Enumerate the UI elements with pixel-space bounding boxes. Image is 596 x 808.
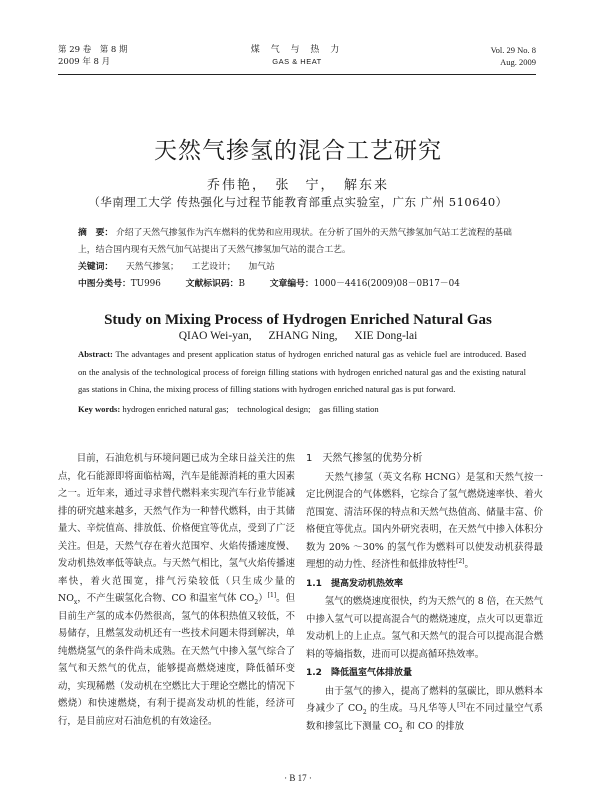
keywords-cn xyxy=(78,259,528,276)
journal-name-en: GAS & HEAT xyxy=(272,57,322,66)
subsection-1-2-text-3: 在不同过量空气系数和掺氢比下测量 CO xyxy=(306,703,543,732)
abstract-cn-label: 摘 要： xyxy=(78,228,114,238)
intro-text-2: ，不产生碳氢化合物、CO 和温室气体 CO xyxy=(77,593,255,604)
page-number: · B 17 · xyxy=(284,773,312,783)
header-rule xyxy=(58,74,536,75)
paper-title-en: Study on Mixing Process of Hydrogen Enriched Natural Gas xyxy=(104,312,492,328)
abstract-cn xyxy=(78,225,528,259)
section-1-text-end: 。 xyxy=(464,559,474,570)
author-en-3: XIE Dong-lai xyxy=(354,330,418,342)
journal-name xyxy=(58,44,536,68)
author-en-2: ZHANG Ning, xyxy=(268,330,338,342)
intro-text-3: ） xyxy=(258,593,268,604)
reference-2: [2] xyxy=(456,557,465,565)
affiliation-cn: （华南理工大学 传热强化与过程节能教育部重点实验室，广东 广州 510640） xyxy=(88,195,508,209)
authors-cn: 乔伟艳， 张 宁， 解东来 xyxy=(206,178,389,193)
subscript-2: 2 xyxy=(254,598,259,606)
subsection-1-1-paragraph: 氢气的燃烧速度很快，约为天然气的 8 倍，在天然气中掺入氢气可以提高混合气的燃烧速度，点火可以更靠近发动机上的上止点。氢气和天然气的混合可以提高混合燃料的等熵指数，进而可以提高循环热效率。 xyxy=(306,596,543,660)
keywords-en-label: Key words: xyxy=(78,403,121,414)
subsection-1-1-heading: 1.1 提高发动机热效率 xyxy=(306,578,403,589)
abstract-cn-text: 介绍了天然气掺氢作为汽车燃料的优势和应用现状。在分析了国外的天然气掺氢加气站工艺流程的基础上，结合国内现有天然气加气站提出了天然气掺氢加气站的混合工艺。 xyxy=(78,228,512,255)
subscript-2-b: 2 xyxy=(398,726,403,734)
abstract-cn-block xyxy=(78,225,528,293)
paper-title-cn: 天然气掺氢的混合工艺研究 xyxy=(154,138,442,164)
subsection-1-2-text-2: 的生成。马凡华等人 xyxy=(366,703,458,714)
classification-line xyxy=(78,276,528,293)
keywords-en-text: hydrogen enriched natural gas; technological design; gas filling station xyxy=(122,403,379,414)
volume-issue: 第 29 卷 第 8 期 xyxy=(58,45,128,55)
body-column-right xyxy=(306,450,543,735)
body-column-left xyxy=(58,450,295,730)
section-1-heading: 1 天然气掺氢的优势分析 xyxy=(306,453,423,464)
clc-number: TU996 xyxy=(130,279,161,289)
issue-date-en: Aug. 2009 xyxy=(500,57,536,67)
keyword-cn-2: 工艺设计； xyxy=(191,262,236,272)
keyword-cn-3: 加气站 xyxy=(248,262,275,272)
keywords-cn-label: 关键词： xyxy=(78,262,114,272)
abstract-en xyxy=(78,346,526,399)
reference-3: [3] xyxy=(457,701,466,709)
journal-name-cn: 煤 气 与 热 力 xyxy=(250,45,344,55)
intro-text-1: 目前，石油危机与环境问题已成为全球日益关注的焦点，化石能源即将面临枯竭，汽车是能源消耗的重大因素之一。近年来，通过寻求替代燃料来实现汽车行业节能减排的研究越来越多，天然气作为一种替代燃料，由于其储量大、辛烷值高、排放低、价格便宜等优点，受到了广泛关注。但是，天然气存在着火范围窄、火焰传播速度慢、发动机热效率低等缺点。与天然气相比，氢气火焰传播速率快，着火范围宽，排气污染较低（只生成少量的 NO xyxy=(58,453,295,604)
abstract-en-label: Abstract: xyxy=(78,349,113,359)
keywords-en xyxy=(78,401,526,419)
subsection-1-2-text-4: 和 CO 的排放 xyxy=(402,720,464,732)
subsection-1-2-paragraph xyxy=(306,683,543,736)
subscript-2-a: 2 xyxy=(362,708,367,716)
doc-code-label: 文献标识码： xyxy=(185,279,239,289)
section-1-paragraph xyxy=(306,469,543,574)
subsection-1-2-heading: 1.2 降低温室气体排放量 xyxy=(306,668,412,678)
abstract-en-block xyxy=(78,346,526,418)
intro-text-4: 。但目前生产氢的成本仍然很高，氢气的体积热值又较低，不易储存，且燃氢发动机还有一些技术问题未得到解决，单纯燃烧氢气的条件尚未成熟。在天然气中掺入氢气综合了氢气和天然气的优点，能够提高燃烧速度，降低循环变动，实现稀燃（发动机在空燃比大于理论空燃比的情况下燃烧）和快速燃烧，有利于提高发动机的性能，经济可行，是目前应对石油危机的有效途径。 xyxy=(58,593,295,727)
clc-label: 中图分类号： xyxy=(78,279,131,289)
abstract-en-text: The advantages and present application status of hydrogen enriched natural gas as vehicle fuel are introduced. Based on the analysis of the technological process of foreign filling stations with hydrogen enriched natural gas and the existing natural gas stations in China, the mixing process of filling stations with hydrogen enriched natural gas is put forward. xyxy=(78,349,526,394)
reference-1: [1] xyxy=(267,591,277,599)
doc-code: B xyxy=(238,279,245,289)
keyword-cn-1: 天然气掺氢； xyxy=(126,262,179,272)
article-number: 1000－4416(2009)08－0B17－04 xyxy=(313,279,460,289)
section-1-text: 天然气掺氢（英文名称 HCNG）是氢和天然气按一定比例混合的气体燃料，它综合了氢气燃烧速率快、着火范围宽、清洁环保的特点和天然气热值高、储量丰富、价格便宜等优点。国内外研究表明，在天然气中掺入体积分数为 20% ～30% 的氢气作为燃料可以使发动机获得最理想的动力性、经济性和低排放特性 xyxy=(306,471,543,570)
issue-date: 2009 年 8 月 xyxy=(58,57,111,67)
volume-issue-en: Vol. 29 No. 8 xyxy=(490,45,536,55)
article-number-label: 文章编号： xyxy=(269,279,314,289)
authors-en xyxy=(0,330,596,342)
intro-paragraph xyxy=(58,450,295,730)
author-en-1: QIAO Wei-yan, xyxy=(178,330,252,342)
issue-info-en xyxy=(491,44,536,68)
running-header xyxy=(58,44,536,72)
subsection-1-2-text-1: 由于氢气的掺入，提高了燃料的氢碳比，即从燃料本身减少了 CO xyxy=(306,685,543,714)
subscript-x: x xyxy=(73,598,78,606)
